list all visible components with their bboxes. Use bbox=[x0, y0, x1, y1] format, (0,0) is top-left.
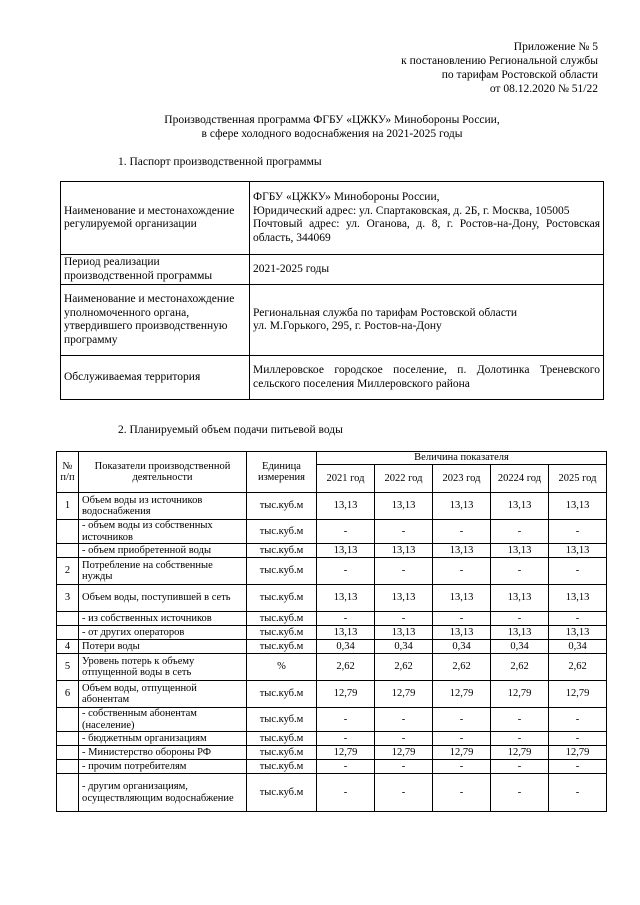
value-cell: 13,13 bbox=[375, 585, 433, 612]
unit-cell: тыс.куб.м bbox=[247, 612, 317, 626]
value-cell: - bbox=[549, 774, 607, 812]
unit-cell: тыс.куб.м bbox=[247, 774, 317, 812]
value-cell: 12,79 bbox=[491, 746, 549, 760]
value-cell: 12,79 bbox=[433, 746, 491, 760]
value-cell: 13,13 bbox=[375, 544, 433, 558]
column-header-year: 20224 год bbox=[491, 465, 549, 493]
value-cell: - bbox=[549, 612, 607, 626]
row-number-cell: 3 bbox=[57, 585, 79, 612]
value-cell: 12,79 bbox=[549, 746, 607, 760]
row-number-cell: 4 bbox=[57, 640, 79, 654]
passport-value-line: ФГБУ «ЦЖКУ» Минобороны России, bbox=[253, 191, 440, 203]
header-row bbox=[57, 452, 607, 465]
value-cell: 13,13 bbox=[317, 493, 375, 520]
table-row bbox=[57, 626, 607, 640]
unit-cell: тыс.куб.м bbox=[247, 746, 317, 760]
passport-row bbox=[61, 182, 604, 255]
row-number-cell bbox=[57, 708, 79, 732]
table-row bbox=[57, 746, 607, 760]
value-cell: - bbox=[375, 760, 433, 774]
passport-value-line: Юридический адрес: ул. Спартаковская, д. 2Б, г. Москва, 105005 bbox=[253, 204, 570, 217]
appendix-line: от 08.12.2020 № 51/22 bbox=[489, 83, 598, 95]
indicator-name-cell: - прочим потребителям bbox=[79, 760, 247, 774]
appendix-line: к постановлению Региональной службы bbox=[401, 55, 598, 67]
indicator-name-cell: Уровень потерь к объему отпущенной воды в сеть bbox=[79, 654, 247, 681]
table-row bbox=[57, 774, 607, 812]
passport-row bbox=[61, 285, 604, 356]
value-cell: 13,13 bbox=[433, 493, 491, 520]
passport-value bbox=[250, 255, 604, 285]
value-cell: - bbox=[549, 760, 607, 774]
column-header-number: № п/п bbox=[57, 452, 79, 493]
value-cell: - bbox=[491, 732, 549, 746]
value-cell: 13,13 bbox=[549, 626, 607, 640]
table-row bbox=[57, 708, 607, 732]
indicator-name-cell: Потребление на собственные нужды bbox=[79, 558, 247, 585]
value-cell: 13,13 bbox=[491, 493, 549, 520]
table-row bbox=[57, 760, 607, 774]
value-cell: - bbox=[317, 774, 375, 812]
unit-cell: тыс.куб.м bbox=[247, 493, 317, 520]
value-cell: 12,79 bbox=[317, 681, 375, 708]
column-header-year: 2025 год bbox=[549, 465, 607, 493]
unit-cell: % bbox=[247, 654, 317, 681]
document-title bbox=[60, 113, 604, 141]
value-cell: - bbox=[491, 760, 549, 774]
row-number-cell bbox=[57, 760, 79, 774]
unit-cell: тыс.куб.м bbox=[247, 708, 317, 732]
table-row bbox=[57, 585, 607, 612]
indicator-name-cell: - другим организациям, осуществляющим водоснабжение bbox=[79, 774, 247, 812]
section-1-heading: 1. Паспорт производственной программы bbox=[118, 156, 322, 168]
value-cell: 2,62 bbox=[375, 654, 433, 681]
column-header-year: 2022 год bbox=[375, 465, 433, 493]
row-number-cell bbox=[57, 732, 79, 746]
column-header-value-group: Величина показателя bbox=[317, 452, 607, 465]
row-number-cell: 5 bbox=[57, 654, 79, 681]
value-cell: 13,13 bbox=[375, 493, 433, 520]
indicator-name-cell: - собственным абонентам (население) bbox=[79, 708, 247, 732]
passport-row bbox=[61, 255, 604, 285]
appendix-reference bbox=[401, 40, 598, 96]
value-cell: 13,13 bbox=[433, 585, 491, 612]
unit-cell: тыс.куб.м bbox=[247, 544, 317, 558]
value-cell: - bbox=[375, 732, 433, 746]
value-cell: 13,13 bbox=[375, 626, 433, 640]
value-cell: - bbox=[491, 520, 549, 544]
value-cell: 0,34 bbox=[491, 640, 549, 654]
row-number-cell: 2 bbox=[57, 558, 79, 585]
row-number-cell bbox=[57, 746, 79, 760]
value-cell: 13,13 bbox=[491, 544, 549, 558]
value-cell: 12,79 bbox=[375, 746, 433, 760]
table-row bbox=[57, 640, 607, 654]
value-cell: 13,13 bbox=[549, 493, 607, 520]
value-cell: - bbox=[491, 774, 549, 812]
row-number-cell bbox=[57, 544, 79, 558]
value-cell: 2,62 bbox=[317, 654, 375, 681]
passport-label: Период реализации производственной программы bbox=[61, 255, 250, 285]
unit-cell: тыс.куб.м bbox=[247, 626, 317, 640]
value-cell: - bbox=[433, 558, 491, 585]
title-line: в сфере холодного водоснабжения на 2021-2025 годы bbox=[201, 128, 463, 140]
value-cell: - bbox=[549, 732, 607, 746]
value-cell: - bbox=[549, 708, 607, 732]
value-cell: 13,13 bbox=[433, 544, 491, 558]
passport-value bbox=[250, 285, 604, 356]
row-number-cell bbox=[57, 774, 79, 812]
water-volume-table-body bbox=[57, 493, 607, 812]
table-row bbox=[57, 493, 607, 520]
column-header-year: 2023 год bbox=[433, 465, 491, 493]
passport-value-line: Миллеровское городское поселение, п. Долотинка Треневского сельского поселения Миллеровского района bbox=[253, 364, 600, 390]
row-number-cell bbox=[57, 520, 79, 544]
passport-value-line: Почтовый адрес: ул. Оганова, д. 8, г. Ростов-на-Дону, Ростовская область, 344069 bbox=[253, 218, 600, 244]
table-row bbox=[57, 612, 607, 626]
indicator-name-cell: - объем приобретенной воды bbox=[79, 544, 247, 558]
value-cell: - bbox=[433, 612, 491, 626]
column-header-indicator: Показатели производственной деятельности bbox=[79, 452, 247, 493]
value-cell: - bbox=[491, 612, 549, 626]
row-number-cell: 1 bbox=[57, 493, 79, 520]
passport-value-line: Региональная служба по тарифам Ростовской области bbox=[253, 306, 518, 319]
indicator-name-cell: - бюджетным организациям bbox=[79, 732, 247, 746]
unit-cell: тыс.куб.м bbox=[247, 681, 317, 708]
value-cell: 13,13 bbox=[491, 585, 549, 612]
value-cell: 12,79 bbox=[317, 746, 375, 760]
indicator-name-cell: - объем воды из собственных источников bbox=[79, 520, 247, 544]
row-number-cell bbox=[57, 612, 79, 626]
table-row bbox=[57, 681, 607, 708]
unit-cell: тыс.куб.м bbox=[247, 558, 317, 585]
row-number-cell: 6 bbox=[57, 681, 79, 708]
appendix-line: Приложение № 5 bbox=[513, 41, 598, 53]
value-cell: - bbox=[491, 558, 549, 585]
appendix-line: по тарифам Ростовской области bbox=[441, 69, 598, 81]
value-cell: - bbox=[491, 708, 549, 732]
unit-cell: тыс.куб.м bbox=[247, 640, 317, 654]
value-cell: - bbox=[549, 558, 607, 585]
value-cell: - bbox=[317, 558, 375, 585]
value-cell: - bbox=[433, 708, 491, 732]
value-cell: 13,13 bbox=[317, 585, 375, 612]
value-cell: 13,13 bbox=[317, 626, 375, 640]
row-number-cell bbox=[57, 626, 79, 640]
value-cell: - bbox=[375, 520, 433, 544]
indicator-name-cell: - от других операторов bbox=[79, 626, 247, 640]
value-cell: - bbox=[433, 774, 491, 812]
value-cell: 13,13 bbox=[317, 544, 375, 558]
value-cell: - bbox=[317, 732, 375, 746]
indicator-name-cell: Потери воды bbox=[79, 640, 247, 654]
value-cell: 12,79 bbox=[491, 681, 549, 708]
value-cell: - bbox=[375, 708, 433, 732]
value-cell: 12,79 bbox=[433, 681, 491, 708]
passport-label: Наименование и местонахождение регулируемой организации bbox=[61, 182, 250, 255]
passport-value-line: ул. М.Горького, 295, г. Ростов-на-Дону bbox=[253, 320, 442, 332]
table-row bbox=[57, 732, 607, 746]
value-cell: - bbox=[433, 520, 491, 544]
value-cell: 13,13 bbox=[433, 626, 491, 640]
indicator-name-cell: Объем воды из источников водоснабжения bbox=[79, 493, 247, 520]
value-cell: - bbox=[375, 774, 433, 812]
value-cell: 12,79 bbox=[375, 681, 433, 708]
indicator-name-cell: Объем воды, поступившей в сеть bbox=[79, 585, 247, 612]
value-cell: - bbox=[317, 760, 375, 774]
passport-row bbox=[61, 356, 604, 400]
unit-cell: тыс.куб.м bbox=[247, 732, 317, 746]
table-row bbox=[57, 654, 607, 681]
water-volume-table bbox=[56, 451, 607, 812]
indicator-name-cell: - из собственных источников bbox=[79, 612, 247, 626]
value-cell: 0,34 bbox=[375, 640, 433, 654]
table-row bbox=[57, 544, 607, 558]
table-row bbox=[57, 520, 607, 544]
value-cell: 12,79 bbox=[549, 681, 607, 708]
column-header-unit: Единица измерения bbox=[247, 452, 317, 493]
value-cell: - bbox=[433, 760, 491, 774]
passport-label: Наименование и местонахождение уполномоченного органа, утвердившего производственную программу bbox=[61, 285, 250, 356]
value-cell: - bbox=[375, 558, 433, 585]
unit-cell: тыс.куб.м bbox=[247, 520, 317, 544]
passport-value bbox=[250, 182, 604, 255]
column-header-year: 2021 год bbox=[317, 465, 375, 493]
section-2-heading: 2. Планируемый объем подачи питьевой воды bbox=[118, 424, 343, 436]
table-row bbox=[57, 558, 607, 585]
value-cell: 0,34 bbox=[549, 640, 607, 654]
title-line: Производственная программа ФГБУ «ЦЖКУ» Минобороны России, bbox=[164, 114, 500, 126]
indicator-name-cell: Объем воды, отпущенной абонентам bbox=[79, 681, 247, 708]
value-cell: - bbox=[433, 732, 491, 746]
value-cell: 2,62 bbox=[491, 654, 549, 681]
value-cell: 2,62 bbox=[433, 654, 491, 681]
value-cell: 13,13 bbox=[491, 626, 549, 640]
value-cell: 13,13 bbox=[549, 585, 607, 612]
value-cell: - bbox=[317, 612, 375, 626]
value-cell: - bbox=[317, 520, 375, 544]
value-cell: - bbox=[375, 612, 433, 626]
passport-value-line: 2021-2025 годы bbox=[253, 262, 330, 275]
passport-value bbox=[250, 356, 604, 400]
value-cell: 0,34 bbox=[317, 640, 375, 654]
unit-cell: тыс.куб.м bbox=[247, 760, 317, 774]
unit-cell: тыс.куб.м bbox=[247, 585, 317, 612]
passport-table bbox=[60, 181, 604, 400]
passport-label: Обслуживаемая территория bbox=[61, 356, 250, 400]
value-cell: 0,34 bbox=[433, 640, 491, 654]
indicator-name-cell: - Министерство обороны РФ bbox=[79, 746, 247, 760]
value-cell: 2,62 bbox=[549, 654, 607, 681]
value-cell: - bbox=[317, 708, 375, 732]
value-cell: - bbox=[549, 520, 607, 544]
value-cell: 13,13 bbox=[549, 544, 607, 558]
